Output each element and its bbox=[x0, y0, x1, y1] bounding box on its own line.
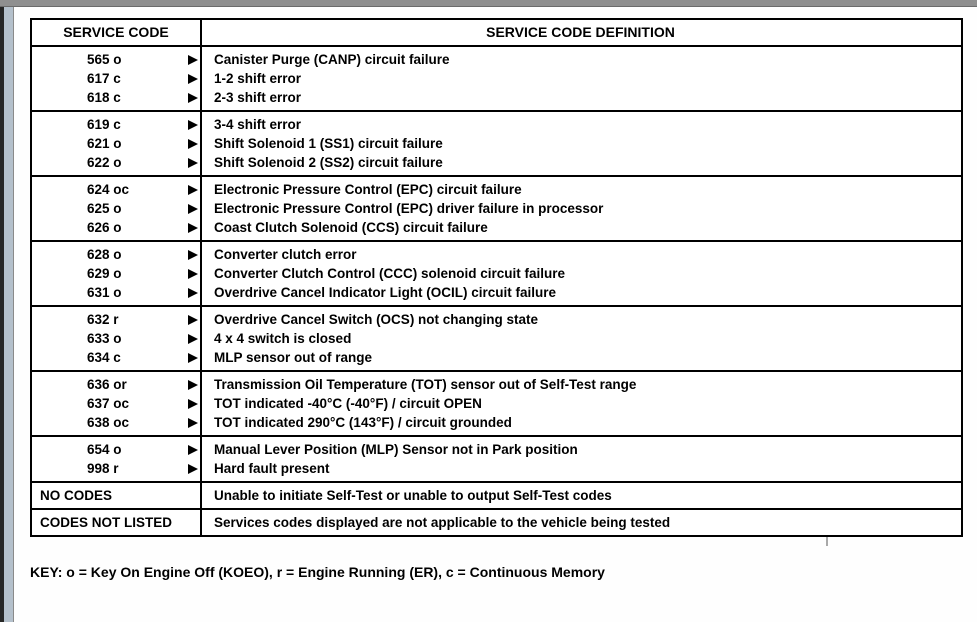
service-code-definition: Converter clutch error bbox=[214, 247, 357, 262]
code-group bbox=[32, 437, 961, 483]
service-code-cell bbox=[32, 415, 200, 430]
window-left-edge bbox=[0, 0, 14, 622]
arrow-right-icon bbox=[188, 353, 198, 363]
service-code-cell bbox=[32, 396, 200, 411]
code-group bbox=[32, 307, 961, 372]
service-code-definition: Shift Solenoid 1 (SS1) circuit failure bbox=[214, 136, 443, 151]
scan-artifact bbox=[826, 537, 828, 546]
service-code-definition: Overdrive Cancel Switch (OCS) not changing state bbox=[214, 312, 539, 327]
arrow-right-icon bbox=[188, 464, 198, 474]
table-row bbox=[32, 199, 961, 218]
table-row bbox=[32, 180, 961, 199]
service-code: 636 or bbox=[87, 377, 127, 392]
table-row bbox=[32, 375, 961, 394]
table-row bbox=[32, 50, 961, 69]
arrow-right-icon bbox=[188, 223, 198, 233]
service-code: 638 oc bbox=[87, 415, 130, 430]
service-code-definition: 3-4 shift error bbox=[214, 117, 302, 132]
table-row bbox=[32, 329, 961, 348]
service-code: 621 o bbox=[87, 136, 122, 151]
codes-not-listed-row bbox=[32, 510, 961, 535]
service-code: 634 c bbox=[87, 350, 121, 365]
table-row bbox=[32, 245, 961, 264]
service-code-cell bbox=[32, 285, 200, 300]
service-code-cell bbox=[32, 71, 200, 86]
table-row bbox=[32, 283, 961, 302]
service-code-cell bbox=[32, 515, 200, 530]
service-code-definition: Electronic Pressure Control (EPC) driver failure in processor bbox=[214, 201, 604, 216]
service-code: 628 o bbox=[87, 247, 122, 262]
service-code-cell bbox=[32, 117, 200, 132]
service-code: 617 c bbox=[87, 71, 121, 86]
service-code-definition: Unable to initiate Self-Test or unable to output Self-Test codes bbox=[214, 488, 612, 503]
no-codes-row bbox=[32, 483, 961, 510]
service-code: 631 o bbox=[87, 285, 122, 300]
service-code-cell bbox=[32, 312, 200, 327]
service-code-cell bbox=[32, 155, 200, 170]
service-code-definition: Hard fault present bbox=[214, 461, 330, 476]
service-code: 624 oc bbox=[87, 182, 130, 197]
service-code-cell bbox=[32, 201, 200, 216]
service-code-definition: Converter Clutch Control (CCC) solenoid circuit failure bbox=[214, 266, 566, 281]
service-code: 565 o bbox=[87, 52, 122, 67]
arrow-right-icon bbox=[188, 418, 198, 428]
table-row bbox=[32, 513, 961, 532]
arrow-right-icon bbox=[188, 445, 198, 455]
arrow-right-icon bbox=[188, 55, 198, 65]
service-code-cell bbox=[32, 266, 200, 281]
table-row bbox=[32, 440, 961, 459]
service-code: 654 o bbox=[87, 442, 122, 457]
service-code-definition: Transmission Oil Temperature (TOT) sensor out of Self-Test range bbox=[214, 377, 637, 392]
table-row bbox=[32, 348, 961, 367]
service-code-cell bbox=[32, 136, 200, 151]
table-row bbox=[32, 413, 961, 432]
arrow-right-icon bbox=[188, 269, 198, 279]
service-code-definition: Shift Solenoid 2 (SS2) circuit failure bbox=[214, 155, 443, 170]
document-page bbox=[14, 7, 977, 622]
table-row bbox=[32, 115, 961, 134]
service-code-cell bbox=[32, 442, 200, 457]
service-code-definition: Services codes displayed are not applicable to the vehicle being tested bbox=[214, 515, 671, 530]
service-code-definition: Overdrive Cancel Indicator Light (OCIL) circuit failure bbox=[214, 285, 557, 300]
key-note: KEY: o = Key On Engine Off (KOEO), r = Engine Running (ER), c = Continuous Memory bbox=[30, 564, 605, 580]
code-group bbox=[32, 177, 961, 242]
service-code-cell bbox=[32, 488, 200, 503]
code-group bbox=[32, 112, 961, 177]
table-row bbox=[32, 153, 961, 172]
header-service-code-definition: SERVICE CODE DEFINITION bbox=[486, 24, 675, 40]
window-top-edge bbox=[0, 0, 977, 7]
service-code: 998 r bbox=[87, 461, 119, 476]
arrow-right-icon bbox=[188, 158, 198, 168]
service-code-definition: Canister Purge (CANP) circuit failure bbox=[214, 52, 450, 67]
arrow-right-icon bbox=[188, 93, 198, 103]
code-group bbox=[32, 47, 961, 112]
service-code: 633 o bbox=[87, 331, 122, 346]
table-row bbox=[32, 264, 961, 283]
service-code-definition: MLP sensor out of range bbox=[214, 350, 373, 365]
table-row bbox=[32, 69, 961, 88]
service-code: CODES NOT LISTED bbox=[40, 515, 173, 530]
table-row bbox=[32, 218, 961, 237]
service-code-cell bbox=[32, 247, 200, 262]
service-code: 622 o bbox=[87, 155, 122, 170]
service-code: 637 oc bbox=[87, 396, 130, 411]
arrow-right-icon bbox=[188, 120, 198, 130]
arrow-right-icon bbox=[188, 204, 198, 214]
service-code-cell bbox=[32, 90, 200, 105]
service-code-definition: TOT indicated -40°C (-40°F) / circuit OPEN bbox=[214, 396, 482, 411]
table-row bbox=[32, 310, 961, 329]
service-code-definition: Manual Lever Position (MLP) Sensor not in Park position bbox=[214, 442, 578, 457]
arrow-right-icon bbox=[188, 74, 198, 84]
arrow-right-icon bbox=[188, 185, 198, 195]
service-code: 626 o bbox=[87, 220, 122, 235]
arrow-right-icon bbox=[188, 315, 198, 325]
service-code: 618 c bbox=[87, 90, 121, 105]
arrow-right-icon bbox=[188, 288, 198, 298]
service-code-cell bbox=[32, 350, 200, 365]
service-code-definition: 2-3 shift error bbox=[214, 90, 302, 105]
service-code-cell bbox=[32, 331, 200, 346]
table-header-row bbox=[32, 20, 961, 47]
service-code: 619 c bbox=[87, 117, 121, 132]
service-code-definition: 4 x 4 switch is closed bbox=[214, 331, 352, 346]
arrow-right-icon bbox=[188, 334, 198, 344]
table-row bbox=[32, 394, 961, 413]
service-code-cell bbox=[32, 220, 200, 235]
table-row bbox=[32, 134, 961, 153]
service-code: 632 r bbox=[87, 312, 119, 327]
table-row bbox=[32, 459, 961, 478]
service-code-definition: Electronic Pressure Control (EPC) circuit failure bbox=[214, 182, 522, 197]
service-code: 625 o bbox=[87, 201, 122, 216]
service-code: 629 o bbox=[87, 266, 122, 281]
arrow-right-icon bbox=[188, 139, 198, 149]
service-code-definition: Coast Clutch Solenoid (CCS) circuit failure bbox=[214, 220, 488, 235]
service-code-cell bbox=[32, 52, 200, 67]
arrow-right-icon bbox=[188, 399, 198, 409]
service-code-definition: 1-2 shift error bbox=[214, 71, 302, 86]
service-code-definition: TOT indicated 290°C (143°F) / circuit grounded bbox=[214, 415, 512, 430]
code-group bbox=[32, 372, 961, 437]
code-group bbox=[32, 242, 961, 307]
arrow-right-icon bbox=[188, 380, 198, 390]
service-code-cell bbox=[32, 377, 200, 392]
table-row bbox=[32, 486, 961, 505]
arrow-right-icon bbox=[188, 250, 198, 260]
table-row bbox=[32, 88, 961, 107]
service-code-cell bbox=[32, 182, 200, 197]
service-code: NO CODES bbox=[40, 488, 113, 503]
header-service-code: SERVICE CODE bbox=[63, 24, 169, 40]
service-code-cell bbox=[32, 461, 200, 476]
service-code-table bbox=[30, 18, 963, 537]
